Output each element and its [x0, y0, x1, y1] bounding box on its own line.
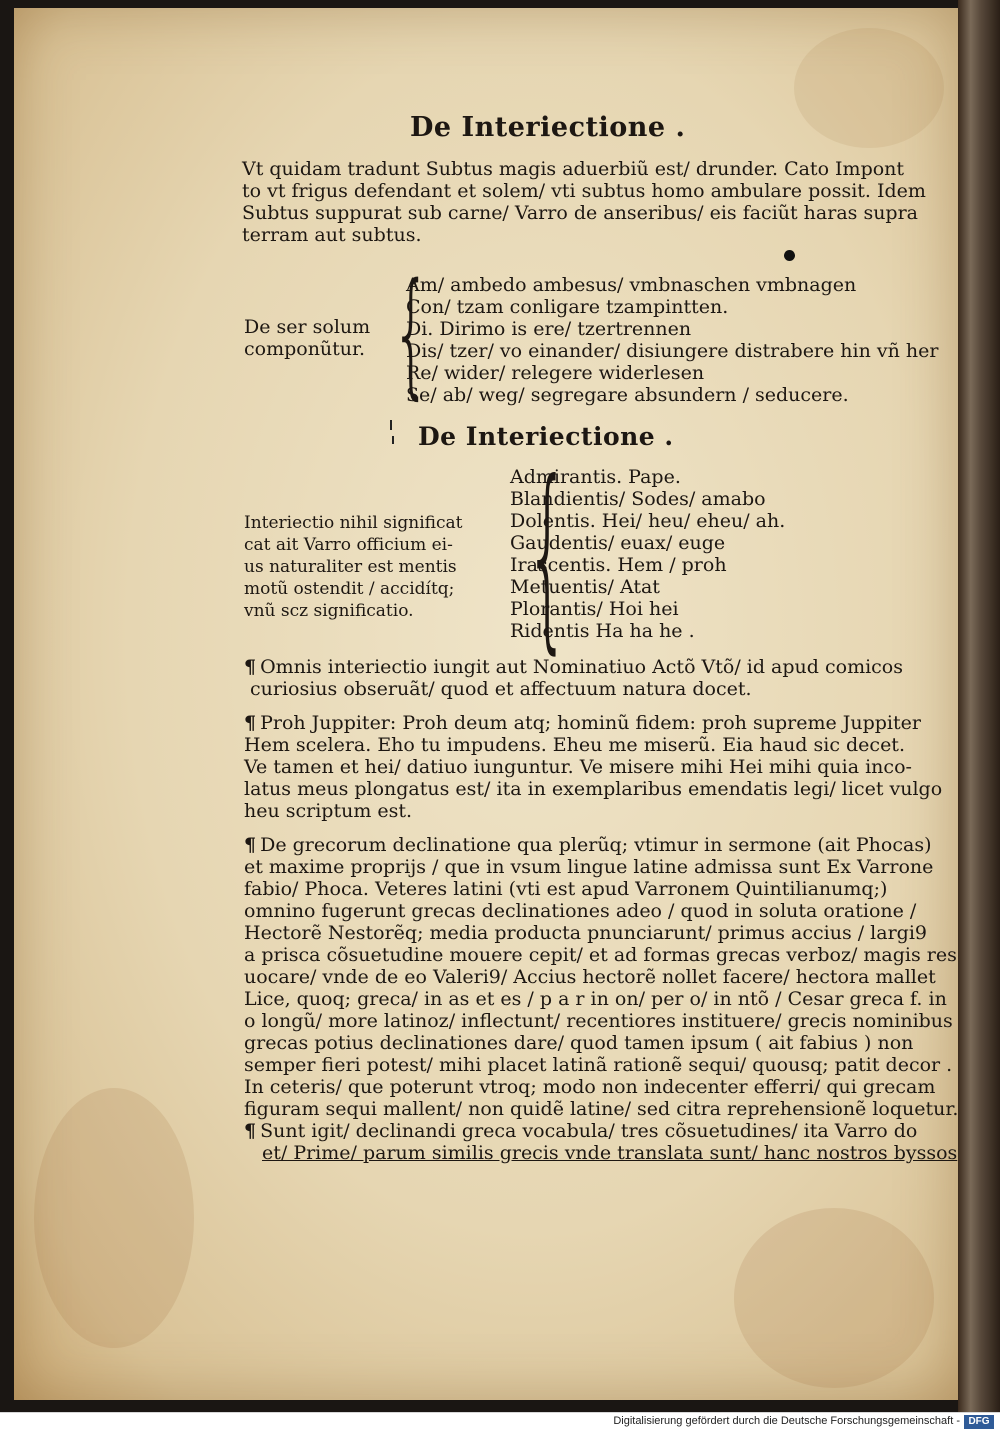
- footer-credit: Digitalisierung gefördert durch die Deutsche Forschungsgemeinschaft -: [613, 1415, 960, 1427]
- text-line: Vt quidam tradunt Subtus magis aduerbiũ est/ drunder. Cato Impont: [242, 158, 905, 180]
- text-line: [244, 712, 921, 734]
- section-heading: De Interiectione .: [410, 112, 686, 143]
- text-line: Subtus suppurat sub carne/ Varro de anseribus/ eis faciũt haras supra: [242, 202, 919, 224]
- text-line: [244, 656, 903, 678]
- text-line: o longũ/ more latinoz/ inflectunt/ recentiores instituere/ grecis nominibus: [244, 1010, 953, 1032]
- interjection-item: Irascentis. Hem / proh: [510, 554, 727, 576]
- compound-item: Se/ ab/ weg/ segregare absundern / seducere.: [406, 384, 849, 406]
- ink-mark: [392, 436, 394, 444]
- text-line: Lice, quoq; greca/ in as et es / p a r in on/ per o/ in ntõ / Cesar greca f. in: [244, 988, 947, 1010]
- dfg-logo: DFG: [964, 1415, 994, 1429]
- text-line: [244, 1120, 917, 1142]
- interjection-label: us naturaliter est mentis: [244, 557, 457, 577]
- pilcrow-mark: ¶: [244, 834, 257, 856]
- text-line: Hem scelera. Eho tu impudens. Eheu me miserũ. Eia haud sic decet.: [244, 734, 905, 756]
- text-line: semper fieri potest/ mihi placet latinã rationẽ sequi/ quousq; patit decor .: [244, 1054, 953, 1076]
- text-line: In ceteris/ que poterunt vtroq; modo non indecenter efferri/ qui grecam: [244, 1076, 936, 1098]
- text-line: grecas potius declinationes dare/ quod tamen ipsum ( ait fabius ) non: [244, 1032, 914, 1054]
- text-line: uocare/ vnde de eo Valeri9/ Accius hectorẽ nollet facere/ hectora mallet: [244, 966, 936, 988]
- digitization-footer: [0, 1412, 1000, 1432]
- compound-item: Di. Dirimo is ere/ tzertrennen: [406, 318, 692, 340]
- text-line: Ve tamen et hei/ datiuo iunguntur. Ve misere mihi Hei mihi quia inco-: [244, 756, 912, 778]
- interjection-item: Admirantis. Pape.: [510, 466, 681, 488]
- text-line: [244, 834, 931, 856]
- text-line: et/ Prime/ parum similis grecis vnde translata sunt/ hanc nostros byssos: [262, 1142, 958, 1164]
- book-spine: [958, 0, 1000, 1412]
- compound-item: Am/ ambedo ambesus/ vmbnaschen vmbnagen: [406, 274, 857, 296]
- text-line: a prisca cõsuetudine mouere cepit/ et ad formas grecas verboz/ magis res: [244, 944, 957, 966]
- text-line: curiosius obseruãt/ quod et affectuum natura docet.: [250, 678, 752, 700]
- text-line: omnino fugerunt grecas declinationes adeo / quod in soluta oratione /: [244, 900, 917, 922]
- interjection-item: Dolentis. Hei/ heu/ eheu/ ah.: [510, 510, 786, 532]
- text-line-content: De grecorum declinatione qua plerũq; vtimur in sermone (ait Phocas): [260, 834, 932, 856]
- interjection-label: Interiectio nihil significat: [244, 513, 463, 533]
- interjection-item: Gaudentis/ euax/ euge: [510, 532, 726, 554]
- text-line-content: Proh Juppiter: Proh deum atq; hominũ fidem: proh supreme Juppiter: [260, 712, 921, 734]
- compound-item: Con/ tzam conligare tzampintten.: [406, 296, 729, 318]
- ink-dot: [784, 250, 795, 261]
- text-line: to vt frigus defendant et solem/ vti subtus homo ambulare possit. Idem: [242, 180, 926, 202]
- interjection-label: vnũ scz significatio.: [244, 601, 414, 621]
- paper-stain: [34, 1088, 194, 1348]
- interjection-item: Blandientis/ Sodes/ amabo: [510, 488, 766, 510]
- ink-mark: [390, 420, 392, 430]
- text-line: et maxime proprijs / que in vsum lingue latine admissa sunt Ex Varrone: [244, 856, 934, 878]
- interjection-label: motũ ostendit / accidítq;: [244, 579, 455, 599]
- compound-item: Dis/ tzer/ vo einander/ disiungere distrabere hin vñ her: [406, 340, 939, 362]
- interjection-item: Ridentis Ha ha he .: [510, 620, 695, 642]
- section-heading: De Interiectione .: [418, 422, 674, 451]
- document-page: [14, 8, 958, 1400]
- text-line-content: Sunt igit/ declinandi greca vocabula/ tres cõsuetudines/ ita Varro do: [260, 1120, 918, 1142]
- pilcrow-mark: ¶: [244, 712, 257, 734]
- text-line: latus meus plongatus est/ ita in exemplaribus emendatis legi/ licet vulgo: [244, 778, 943, 800]
- text-line-content: Omnis interiectio iungit aut Nominatiuo Actõ Vtõ/ id apud comicos: [260, 656, 903, 678]
- text-line: Hectorẽ Nestorẽq; media producta pnunciarunt/ primus accius / largi9: [244, 922, 927, 944]
- pilcrow-mark: ¶: [244, 656, 257, 678]
- paper-stain: [734, 1208, 934, 1388]
- compound-item: Re/ wider/ relegere widerlesen: [406, 362, 705, 384]
- text-line: fabio/ Phoca. Veteres latini (vti est apud Varronem Quintilianumq;): [244, 878, 888, 900]
- compound-label: componũtur.: [244, 338, 366, 360]
- brace-glyph: {: [391, 255, 431, 413]
- compound-label: De ser solum: [244, 316, 371, 338]
- text-line: terram aut subtus.: [242, 224, 422, 246]
- paper-stain: [794, 28, 944, 148]
- brace-glyph: {: [525, 439, 570, 672]
- text-line: figuram sequi mallent/ non quidẽ latine/ sed citra reprehensionẽ loquetur.: [244, 1098, 959, 1120]
- interjection-item: Plorantis/ Hoi hei: [510, 598, 679, 620]
- interjection-item: Metuentis/ Atat: [510, 576, 660, 598]
- text-line: heu scriptum est.: [244, 800, 413, 822]
- pilcrow-mark: ¶: [244, 1120, 257, 1142]
- interjection-label: cat ait Varro officium ei-: [244, 535, 453, 555]
